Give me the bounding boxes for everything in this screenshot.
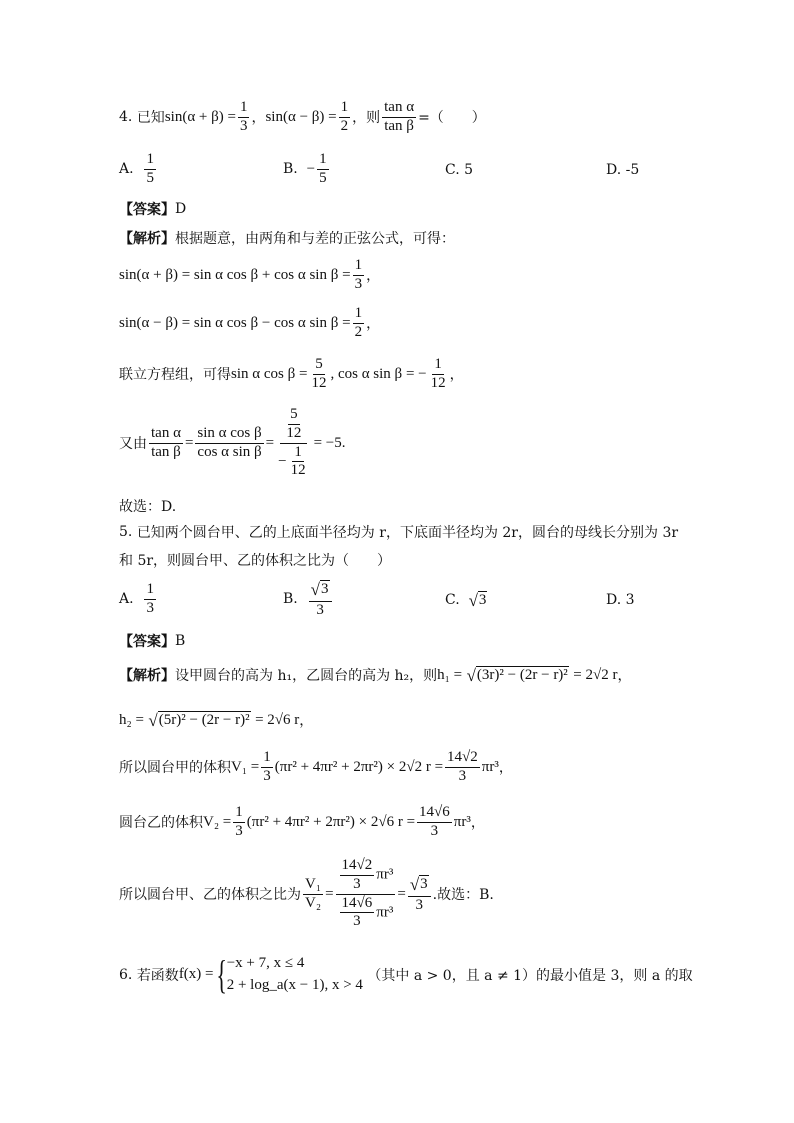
q6-stem: 6. 若函数 f(x) = { −x + 7, x ≤ 4 2 + log_a(x − 1), x > 4 （其中 a > 0，且 a ≠ 1）的最小值是 3，则 a 的取 [119, 951, 693, 997]
option-b: B. √ 3 3 [283, 580, 334, 619]
equation: 联立方程组，可得 sin α cos β = $\frac{5}{12}$ , cos α sin β = − $\frac{1}{12}$ ， [119, 356, 464, 391]
question-number: 4. [119, 109, 133, 126]
q4-stem: 4. 已知 sin(α + β) = $\frac{1}{3}$ ， sin(α − β) = $\frac{1}{2}$ ，则 $\frac{\text{tan α}}{\text{tan β}}$ =（ ） [119, 99, 486, 134]
brace-symbol: { [215, 951, 227, 997]
equation: 又由 $\frac{\text{tan α}}{\text{tan β}}$ = $\frac{\text{sin α cos β}}{\text{cos α sin β}}$ = $\frac{5}{12}$ − $\frac{1}{12}$ = −5. [119, 406, 346, 479]
equation: 所以圆台甲、乙的体积之比为 $\frac{\text{V₁}}{\text{V₂}}$ = $\frac{14√2}{3}$ πr³ $\frac{14√6}{3}$ πr³ = √ 3 3 .故选：B. [119, 857, 494, 930]
option-c: C. √ 3 [445, 591, 487, 611]
equation: 所以圆台甲的体积 V₁ = $\frac{1}{3}$ (πr² + 4πr² + 2πr²) × 2√2 r = $\frac{14√2}{3}$ πr³ ， [119, 749, 513, 784]
option-d: D. 3 [606, 592, 635, 608]
fraction: $\frac{\text{tan α}}{\text{tan β}}$ [384, 99, 415, 134]
question-number: 6. [119, 966, 133, 983]
option-b: B. − $\frac{1}{5}$ [283, 151, 327, 186]
question-number: 5. [119, 524, 133, 540]
option-c: C. 5 [445, 162, 474, 178]
equation: 【解析】 设甲圆台的高为 h₁，乙圆台的高为 h₂，则 h₁ = √ (3r)² − (2r − r)² = 2√2 r ， [119, 666, 632, 686]
q5-stem-cont: 和 5r，则圆台甲、乙的体积之比为（ ） [119, 553, 392, 569]
option-a: A. $\frac{1}{3}$ [119, 581, 154, 616]
option-a: A. $\frac{1}{5}$ [119, 151, 154, 186]
analysis-line: 【解析】 根据题意，由两角和与差的正弦公式，可得： [119, 231, 455, 247]
conclusion: 故选：D. [119, 499, 177, 515]
equation: sin(α + β) = sin α cos β + cos α sin β = $\frac{1}{3}$ ， [119, 257, 381, 292]
fraction: $\frac{1}{3}$ [239, 99, 248, 134]
equation: sin(α − β) = sin α cos β − cos α sin β = $\frac{1}{2}$ ， [119, 305, 381, 340]
fraction: $\frac{1}{2}$ [340, 99, 349, 134]
answer-line: 【答案】 B [119, 633, 186, 650]
q5-stem: 5. 已知两个圆台甲、乙的上底面半径均为 r，下底面半径均为 2r，圆台的母线长分别为 3r [119, 524, 679, 541]
answer-line: 【答案】 D [119, 201, 187, 218]
equation: h₂ = √ (5r)² − (2r − r)² = 2√6 r ， [119, 711, 314, 731]
equation: 圆台乙的体积 V₂ = $\frac{1}{3}$ (πr² + 4πr² + 2πr²) × 2√6 r = $\frac{14√6}{3}$ πr³ ， [119, 804, 485, 839]
option-d: D. -5 [606, 162, 640, 178]
